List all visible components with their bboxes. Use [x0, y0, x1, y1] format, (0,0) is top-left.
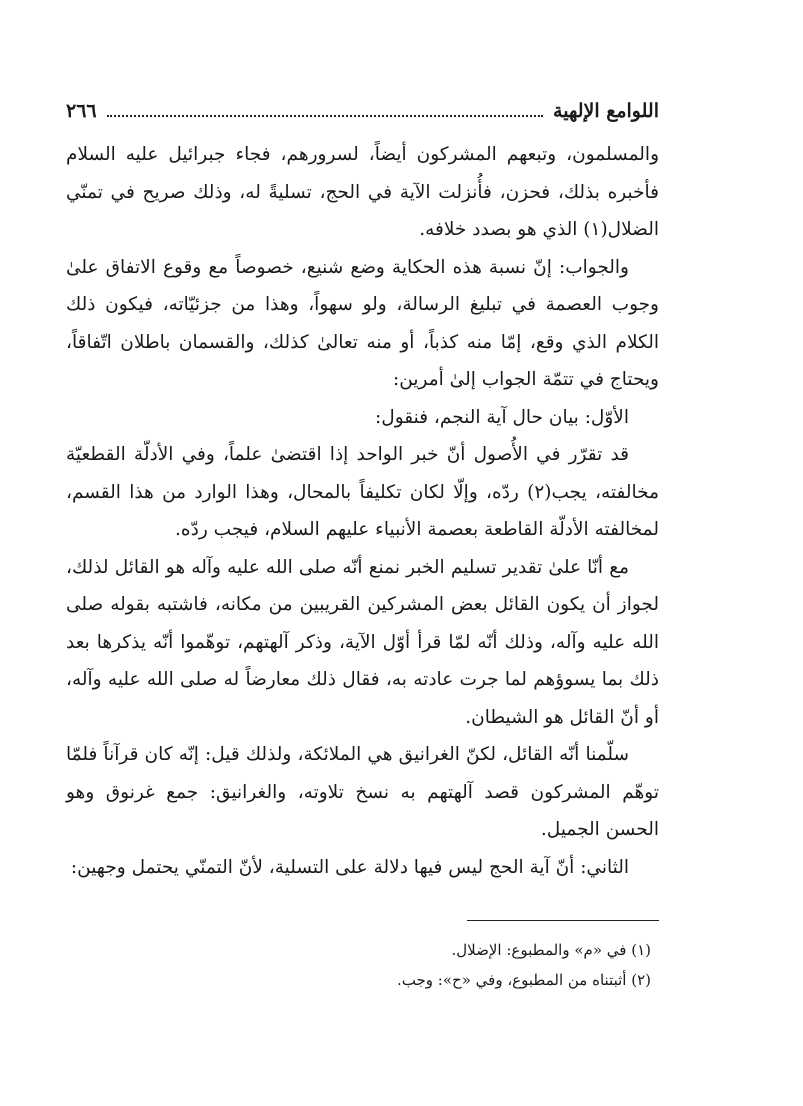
leader-dots: [107, 115, 543, 117]
body-text: [66, 136, 659, 886]
page: [66, 100, 659, 995]
footnote: (٢) أثبتناه من المطبوع، وفي «ح»: وجب.: [397, 971, 651, 989]
footnote: (١) في «م» والمطبوع: الإضلال.: [451, 941, 651, 959]
paragraph: قد تقرّر في الأُصول أنّ خبر الواحد إذا اقتضىٰ علماً، وفي الأدلّة القطعيّة مخالفته، يجب(٢) ردّه، وإلّا لكان تكليفاً بالمحال، وهذا الوارد من هذا القسم، لمخالفته الأدلّة القاطعة بعصمة الأنبياء عليهم السلام، فيجب ردّه.: [66, 444, 659, 540]
paragraph: سلّمنا أنّه القائل، لكنّ الغرانيق هي الملائكة، ولذلك قيل: إنّه كان قرآناً فلمّا توهّم المشركون قصد آلهتهم به نسخ تلاوته، والغرانيق: جمع غرنوق وهو الحسن الجميل.: [66, 744, 659, 840]
paragraph: الثاني: أنّ آية الحج ليس فيها دلالة على التسلية، لأنّ التمنّي يحتمل وجهين:: [70, 856, 629, 878]
paragraph: والمسلمون، وتبعهم المشركون أيضاً، لسرورهم، فجاء جبرائيل عليه السلام فأخبره بذلك، فحزن، فأُنزلت الآية في الحج، تسليةً له، وذلك صريح في تمنّي الضلال(١) الذي هو بصدد خلافه.: [66, 144, 659, 240]
paragraph: الأوّل: بيان حال آية النجم، فنقول:: [375, 406, 629, 428]
paragraph: والجواب: إنّ نسبة هذه الحكاية وضع شنيع، خصوصاً مع وقوع الاتفاق علىٰ وجوب العصمة في تبليغ الرسالة، ولو سهواً، وهذا من جزئيّاته، فيكون ذلك الكلام الذي وقع، إمّا منه كذباً، أو منه تعالىٰ كذلك، والقسمان باطلان اتّفاقاً، ويحتاج في تتمّة الجواب إلىٰ أمرين:: [66, 256, 659, 390]
footnotes: [66, 935, 659, 995]
running-header: [66, 100, 659, 136]
footnote-divider: [467, 920, 659, 921]
page-number: ٢٦٦: [66, 100, 97, 122]
paragraph: مع أنّا علىٰ تقدير تسليم الخبر نمنع أنّه صلى الله عليه وآله هو القائل لذلك، لجواز أن يكون القائل بعض المشركين القريبين من مكانه، فاشتبه بقوله صلى الله عليه وآله، وذلك أنّه لمّا قرأ أوّل الآية، وذكر آلهتهم، توهّموا أنّه يذكرها بعد ذلك بما يسوؤهم لما جرت عادته به، فقال ذلك معارضاً له صلى الله عليه وآله، أو أنّ القائل هو الشيطان.: [66, 556, 659, 728]
book-title: اللوامع الإلهية: [553, 100, 659, 122]
